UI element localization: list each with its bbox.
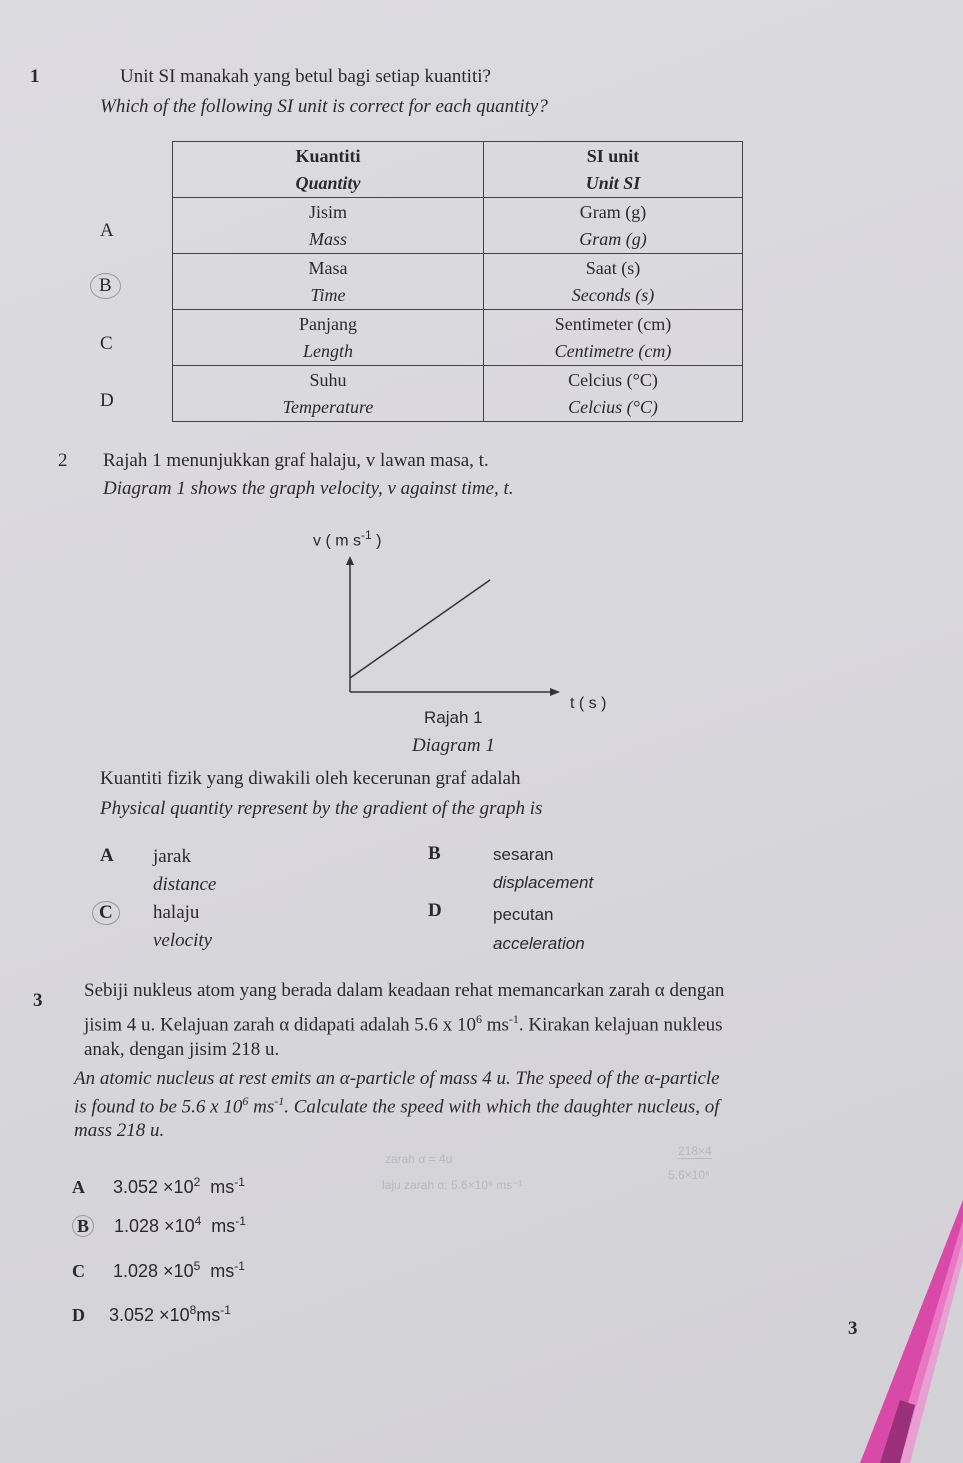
page-number: 3	[848, 1318, 858, 1339]
option-letter-circled: C	[92, 901, 120, 925]
q1-text-en: Which of the following SI unit is correct for each quantity?	[100, 96, 548, 117]
q1-text-ms: Unit SI manakah yang betul bagi setiap kuantiti?	[120, 66, 491, 87]
q3-option-a: A $3.052 \times 10^2$ $ms^{-1}$	[72, 1175, 245, 1197]
q1-option-letter: C	[100, 333, 113, 354]
q2-text-ms: Rajah 1 menunjukkan graf halaju, v lawan masa, t.	[103, 450, 489, 471]
q1-number: 1	[30, 66, 40, 87]
table-row	[173, 366, 743, 422]
q3-text-ms-2: jisim 4 u. Kelajuan zarah α didapati adalah 5.6 x $10^6$ $ms^{-1}$. Kirakan kelajuan nukleus	[84, 1012, 723, 1036]
quantity-ms: Panjang	[299, 313, 357, 334]
q3-number: 3	[33, 990, 43, 1011]
q3-option-d: D $3.052 \times 10^8ms^{-1}$	[72, 1303, 231, 1325]
option-ms: sesaran	[493, 845, 554, 864]
unit-ms: Gram (g)	[579, 201, 647, 222]
quantity-en: Time	[310, 284, 346, 305]
option-en: acceleration	[493, 934, 585, 953]
caption-ms: Rajah 1	[424, 708, 483, 727]
q1-option-letter: A	[100, 220, 114, 241]
si-unit-table	[172, 141, 743, 422]
q2-number: 2	[58, 450, 68, 471]
table-header	[173, 142, 743, 198]
q3-text-en-3: mass 218 u.	[74, 1120, 165, 1141]
option-en: velocity	[153, 930, 213, 951]
quantity-en: Mass	[308, 228, 347, 249]
pencil-note: 5.6×10⁶	[668, 1168, 710, 1182]
y-axis-arrow	[346, 556, 354, 565]
quantity-en: Length	[302, 340, 353, 361]
option-ms: halaju	[153, 902, 200, 923]
q3-text-en-1: An atomic nucleus at rest emits an α-particle of mass 4 u. The speed of the α-particle	[74, 1068, 720, 1089]
header-quantity-ms: Kuantiti	[295, 145, 361, 166]
option-en: distance	[153, 874, 217, 895]
q1-option-letter-circled: B	[90, 273, 121, 299]
q3-option-c: C $1.028 \times 10^5$ $ms^{-1}$	[72, 1259, 245, 1281]
q3-text-ms-3: anak, dengan jisim 218 u.	[84, 1039, 280, 1060]
pink-pen-image	[840, 1200, 963, 1463]
unit-en: Centimetre (cm)	[554, 340, 672, 361]
pencil-note: zarah α = 4u	[385, 1152, 453, 1166]
pencil-note: laju zarah α: 5.6×10⁶ ms⁻¹	[382, 1178, 523, 1192]
q3-text-en-2: is found to be 5.6 x $10^6$ $ms^{-1}$. Calculate the speed with which the daughter nucleus, of	[74, 1094, 720, 1118]
table-row	[173, 254, 743, 310]
option-en: displacement	[493, 873, 594, 892]
q3-text-ms-1: Sebiji nukleus atom yang berada dalam keadaan rehat memancarkan zarah α dengan	[84, 980, 725, 1001]
y-axis-label: v ( m $s^{-1}$ )	[313, 528, 382, 550]
pencil-note: 218×4	[678, 1144, 712, 1158]
unit-ms: Celcius (°C)	[568, 369, 658, 390]
q2-prompt-ms: Kuantiti fizik yang diwakili oleh kecerunan graf adalah	[100, 768, 521, 789]
quantity-ms: Suhu	[309, 369, 347, 390]
option-ms: jarak	[153, 846, 191, 867]
q2-prompt-en: Physical quantity represent by the gradient of the graph is	[100, 798, 543, 819]
quantity-ms: Masa	[308, 257, 348, 278]
unit-en: Gram (g)	[579, 228, 647, 249]
header-quantity-en: Quantity	[295, 172, 361, 193]
q2-text-en: Diagram 1 shows the graph velocity, v against time, t.	[103, 478, 514, 499]
x-axis-label: t ( s )	[570, 695, 607, 712]
option-letter: D	[428, 900, 442, 921]
x-axis-arrow	[550, 688, 560, 696]
q3-option-b: B $1.028 \times 10^4$ $ms^{-1}$	[72, 1214, 246, 1237]
graph-line	[350, 580, 490, 678]
unit-en: Seconds (s)	[571, 284, 655, 305]
option-letter: A	[100, 845, 114, 866]
quantity-ms: Jisim	[308, 201, 347, 222]
velocity-time-graph	[330, 550, 580, 700]
header-unit-en: SI unit	[586, 145, 640, 166]
q1-option-letter: D	[100, 390, 114, 411]
quantity-en: Temperature	[282, 396, 374, 417]
caption-en: Diagram 1	[412, 735, 495, 756]
option-ms: pecutan	[493, 905, 554, 924]
option-letter: B	[428, 843, 441, 864]
unit-en: Celcius (°C)	[568, 396, 658, 417]
header-unit-ms: Unit SI	[585, 172, 641, 193]
unit-ms: Sentimeter (cm)	[554, 313, 672, 334]
unit-ms: Saat (s)	[585, 257, 641, 278]
table-row	[173, 198, 743, 254]
table-row	[173, 310, 743, 366]
